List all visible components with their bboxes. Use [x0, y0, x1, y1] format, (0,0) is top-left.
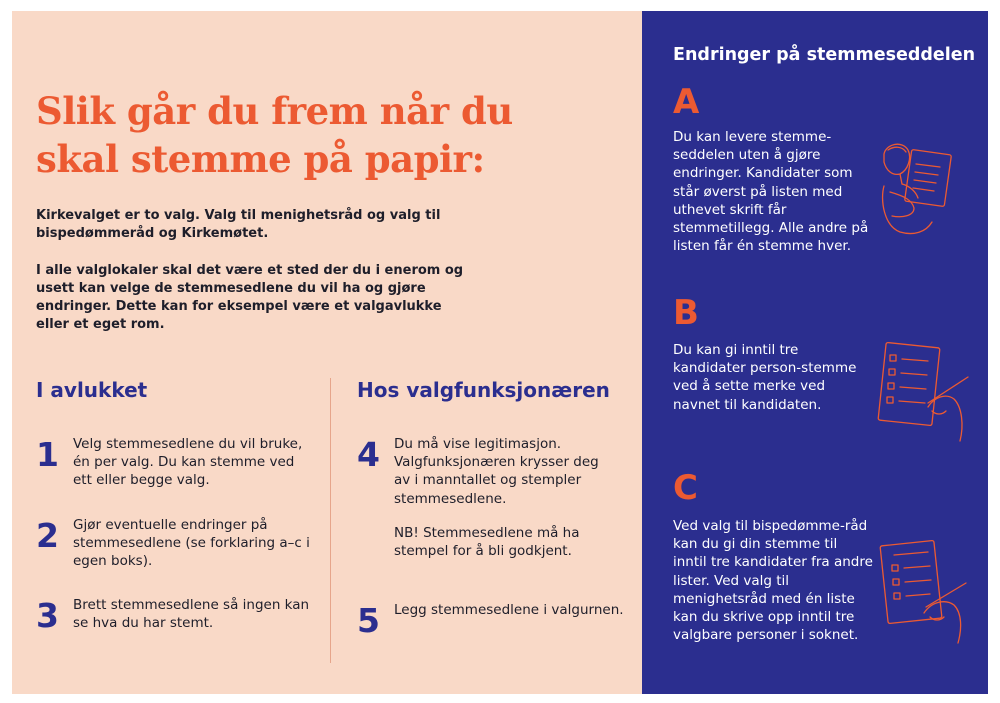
step-number: 2 — [36, 516, 59, 555]
step-text: Du må vise legitimasjon. Valgfunksjonæren krysser deg av i manntallet og stempler stemmesedlene. — [394, 436, 599, 507]
intro-paragraph-2: I alle valglokaler skal det være et sted der du i enerom og usett kan velge de stemmesedlene du vil ha og gjøre endringer. Dette kan for eksempel være et valgavlukke eller et eget rom. — [36, 263, 464, 332]
step-note: NB! Stemmesedlene må ha stempel for å bli godkjent. — [394, 525, 580, 560]
step-text: Brett stemmesedlene så ingen kan se hva du har stemt. — [73, 597, 310, 632]
page-title: Slik går du frem når du skal stemme på papir: — [36, 89, 513, 181]
sidebar-heading: Endringer på stemmeseddelen — [673, 45, 976, 65]
step-number: 3 — [36, 596, 59, 635]
person-holding-ballot-icon — [878, 136, 954, 244]
sidebar-panel — [642, 11, 988, 694]
step-text: Velg stemmesedlene du vil bruke, én per valg. Du kan stemme ved ett eller begge valg. — [73, 436, 303, 489]
letter-a: A — [673, 82, 700, 122]
intro-paragraph-1: Kirkevalget er to valg. Valg til menighetsråd og valg til bispedømmeråd og Kirkemøtet. — [36, 208, 441, 241]
step-text: Gjør eventuelle endringer på stemmesedlene (se forklaring a–c i egen boks). — [73, 517, 310, 570]
step-text: Legg stemmesedlene i valgurnen. — [394, 602, 624, 618]
item-a-text: Du kan levere stemme-seddelen uten å gjøre endringer. Kandidater som står øverst på listen med uthevet skrift får stemmetillegg. Alle andre på listen får én stemme hver. — [673, 129, 869, 255]
hand-writing-ballot-icon — [872, 535, 972, 647]
left-panel — [12, 11, 642, 694]
step-number: 1 — [36, 435, 59, 474]
step-number: 5 — [357, 601, 380, 640]
letter-b: B — [673, 293, 699, 333]
column-divider — [330, 378, 331, 663]
heading-i-avlukket: I avlukket — [36, 378, 148, 402]
letter-c: C — [673, 468, 698, 508]
item-b-text: Du kan gi inntil tre kandidater person-stemme ved å sette merke ved navnet til kandidaten. — [673, 342, 857, 413]
heading-hos-valgfunksjonaeren: Hos valgfunksjonæren — [357, 378, 610, 402]
item-c-text: Ved valg til bispedømme-råd kan du gi din stemme til inntil tre kandidater fra andre lister. Ved valg til menighetsråd med én liste kan du skrive opp inntil tre valgbare personer i soknet. — [673, 518, 873, 644]
step-number: 4 — [357, 435, 380, 474]
hand-marking-ballot-icon — [872, 337, 972, 447]
